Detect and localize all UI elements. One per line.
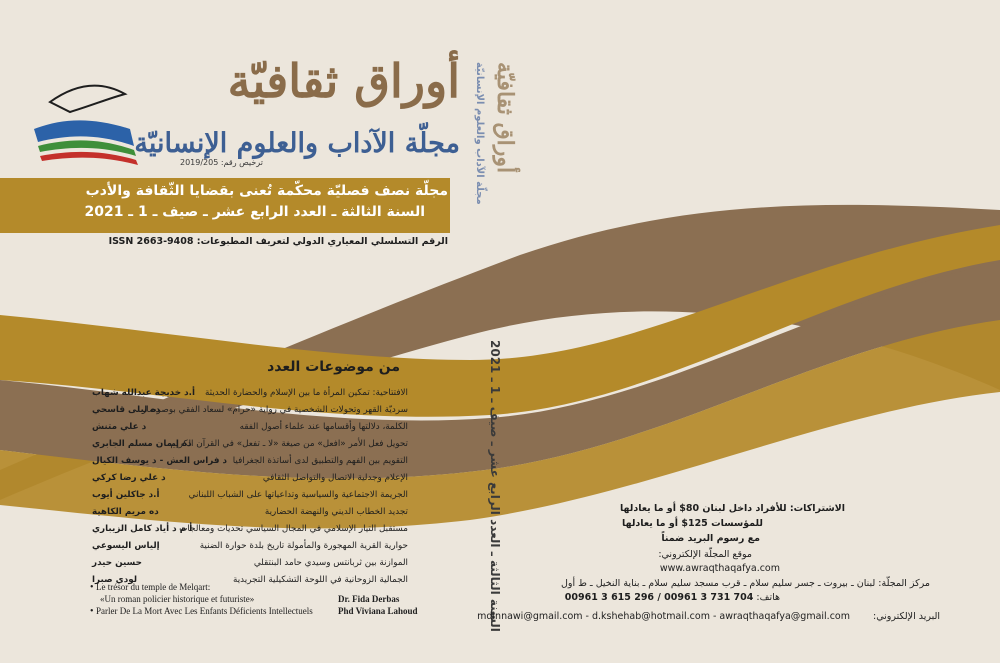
band-line-1: مجلّة نصف فصليّة محكّمة تُعنى بقضايا الثّقافة والأدب: [85, 183, 448, 199]
toc-topic: الإعلام وجدلية الاتصال والتواصل الثقافي: [262, 473, 408, 483]
french-entry-2: [90, 606, 313, 617]
phone-numbers: 00961 3 615 296 / 00961 3 731 704: [564, 592, 754, 603]
subscription-line-1: الاشتراكات: للأفراد داخل لبنان 80$ أو ما يعادلها: [619, 503, 845, 514]
site-label: موقع المجلّة الإلكتروني:: [658, 549, 752, 560]
french-entry-1-line-2: «Un roman policier historique et futuriste»: [100, 594, 255, 604]
toc-item: [92, 405, 408, 423]
french-title: Le trésor du temple de Melqart:: [96, 582, 211, 592]
phone-label: هاتف:: [756, 592, 780, 603]
toc-topic: سرديّة القهر وتحولات الشخصية في رواية «حرام» لسعاد الفقي بوصرصار: [142, 405, 408, 415]
toc-item: [92, 422, 408, 440]
book-pages-logo: [30, 74, 160, 174]
magazine-subtitle: مجلّة الآداب والعلوم الإنسانيّة: [134, 128, 460, 159]
toc-author: حسين حيدر: [92, 558, 142, 568]
toc-item: [92, 456, 408, 474]
address-line: مركز المجلّة: لبنان ـ بيروت ـ جسر سليم سلام ـ قرب مسجد سليم سلام ـ بناية النخيل ـ ط أول: [560, 578, 930, 589]
toc-item: [92, 439, 408, 457]
toc-author: أ.د جاكلين أيوب: [92, 490, 160, 500]
toc-topic: الموازنة بين ثربانتس وسيدي حامد البنتقلي: [253, 558, 408, 568]
email-label: البريد الإلكتروني:: [873, 611, 940, 622]
bullet-icon: •: [90, 582, 97, 593]
toc-topic: الجمالية الزوحانية في اللوحة التشكيلية التجريدية: [232, 575, 408, 585]
toc-topic: التقويم بين الفهم والتطبيق لدى أساتذة الجغرافيا: [232, 456, 408, 466]
toc-author: ده مريم الكاهية: [92, 507, 159, 517]
toc-item: [92, 541, 408, 559]
toc-author: ده إيمان مسلم الجابري: [92, 439, 192, 449]
toc-topic: تجديد الخطاب الديني والنهضة الحضارية: [264, 507, 408, 517]
toc-author: د علي رضا كركي: [92, 473, 166, 483]
toc-author: إلياس اليسوعي: [92, 541, 160, 551]
site-link[interactable]: www.awraqthaqafya.com: [659, 563, 780, 574]
toc-item: [92, 473, 408, 491]
toc-author: د فراس العش - د يوسف الكيال: [92, 456, 228, 466]
subscription-line-2: للمؤسسات 125$ أو ما يعادلها: [622, 518, 763, 529]
toc-author: أ.د خديجة عبدالله شهاب: [92, 388, 195, 398]
spine-logo-subtitle: مجلّة الآداب والعلوم الإنسانيّة: [474, 62, 485, 205]
email-list[interactable]: mdinnawi@gmail.com - d.kshehab@hotmail.com - awraqthaqafya@gmail.com: [477, 611, 850, 622]
issn-line: الرقم التسلسلي المعياري الدولي لتعريف المطبوعات: ISSN 2663-9408: [108, 236, 448, 247]
toc-author: لودي صبرا: [92, 575, 138, 585]
toc-heading: من موضوعات العدد: [267, 359, 400, 375]
toc-list: [92, 388, 408, 585]
toc-item: [92, 524, 408, 542]
bullet-icon: •: [90, 606, 97, 617]
magazine-title: أوراق ثقافيّة: [227, 54, 460, 108]
spine-issue-text: السنة الثالثة ـ العدد الرابع عشر ـ صيف ـ 1 ـ 2021: [488, 340, 502, 632]
toc-item: [92, 388, 408, 406]
french-author: Dr. Fida Derbas: [338, 594, 400, 604]
toc-topic: حوارية القرية المهجورة والمأمولة تاريخ بلدة حوارة الضنية: [199, 541, 408, 551]
toc-topic: الجريمة الاجتماعية والسياسية وتداعياتها على الشباب اللبناني: [188, 490, 408, 500]
phone-line: [565, 592, 780, 603]
french-entries: [90, 582, 418, 622]
license-number: ترخيص رقم: 2019/205: [180, 158, 263, 167]
toc-item: [92, 490, 408, 508]
toc-item: [92, 507, 408, 525]
toc-topic: مستقبل التيار الإسلامي في المجال السياسي تحديات ومعالجات: [179, 524, 408, 534]
french-title: Parler De La Mort Avec Les Enfants Déficients Intellectuels: [96, 606, 313, 616]
toc-author: ده ليلى قاسحي: [92, 405, 161, 415]
subscription-line-3: مع رسوم البريد ضمناً: [661, 533, 760, 544]
masthead: [30, 54, 460, 172]
band-line-2: السنة الثالثة ـ العدد الرابع عشر ـ صيف ـ 1 ـ 2021: [84, 204, 425, 220]
toc-topic: تحويل فعل الأمر «افعل» من صيغة «لا ـ تفعل» في القرآن الكريم: [170, 439, 408, 449]
toc-author: د علي متنش: [92, 422, 147, 432]
toc-topic: الكلمة، دلالتها وأقسامها عند علماء أصول الفقه: [239, 422, 408, 432]
toc-item: [92, 558, 408, 576]
toc-topic: الافتتاحية: تمكين المرأة ما بين الإسلام والحضارة الحديثة: [204, 388, 408, 398]
toc-author: أ م د أياد كامل الزيباري: [92, 524, 193, 534]
spine-logo: [470, 62, 530, 212]
french-author: Phd Viviana Lahoud: [338, 606, 418, 616]
spine-logo-title: أوراق ثقافيّة: [492, 62, 518, 174]
french-entry-1-line-1: [90, 582, 210, 593]
